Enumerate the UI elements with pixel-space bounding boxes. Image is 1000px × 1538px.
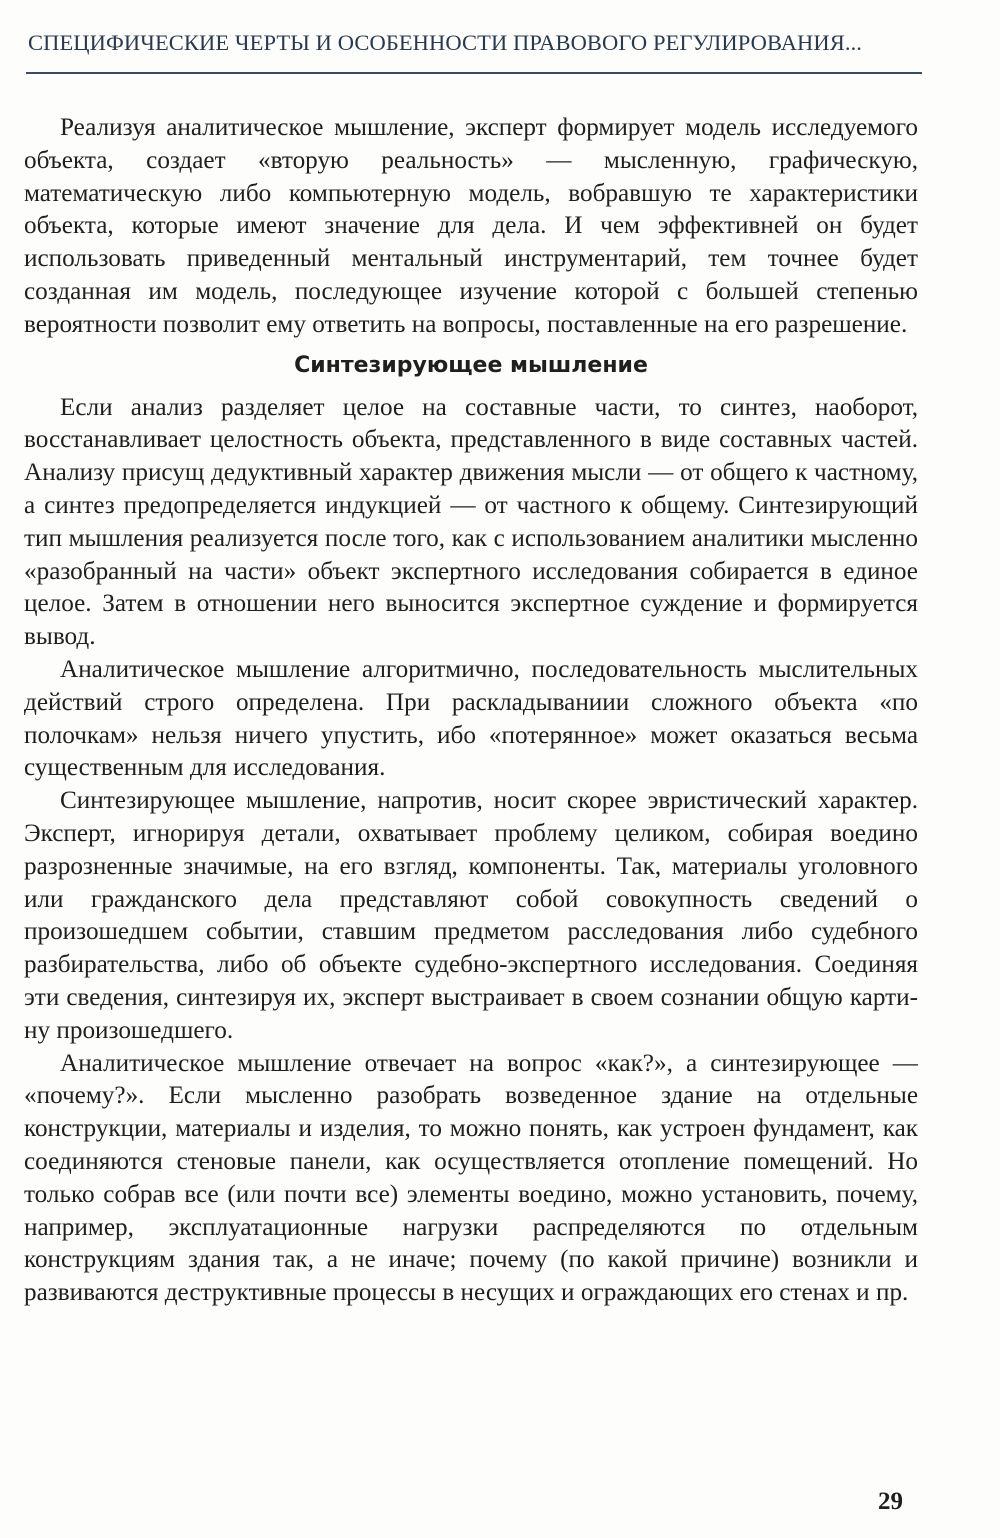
- paragraph: Если анализ разделяет целое на составные части, то синтез, наоборот, восстанавливает целостность объекта, представленного в виде составных частей. Анализу присущ дедуктивный характер движения мысли — от общего к частному, а синтез предопределяется индукцией — от частного к общему. Синтезирующий тип мышления реализуется после того, как с использованием аналитики мысленно «разобранный на части» объект экспертного исследования собирается в единое целое. Затем в отношении него выносится экспертное суждение и формируется вывод.: [24, 393, 918, 651]
- paragraph: Аналитическое мышление отвечает на вопрос «как?», а синтезирующее — «почему?». Если мысленно разобрать возведенное здание на отдельные конструкции, материалы и изделия, то можно понять, как устроен фундамент, как соединяются стеновые панели, как осуществляется отопление помещений. Но только собрав все (или почти все) элементы воедино, можно установить, почему, например, эксплуатационные нагрузки распределяются по отдельным конструкциям здания так, а не иначе; почему (по какой причине) возникли и развиваются деструктивные процессы в несущих и ограждающих его стенах и пр.: [24, 1049, 918, 1307]
- paragraph: Реализуя аналитическое мышление, эксперт формирует модель исследуемого объекта, создает «вторую реальность» — мысленную, графическую, математическую либо компьютерную модель, вобравшую те характеристики объекта, которые имеют значение для дела. И чем эффективней он будет использовать приведенный ментальный инструментарий, тем точнее будет созданная им модель, последующее изучение которой с большей степенью вероятности позволит ему ответить на вопросы, поставленные на его разрешение.: [24, 114, 918, 338]
- page-number: 29: [878, 1488, 903, 1515]
- paragraph: Аналитическое мышление алгоритмично, последовательность мыслительных действий строго определена. При раскладываниии сложного объекта «по полочкам» нельзя ничего упустить, ибо «потерянное» может оказаться весьма существенным для исследования.: [24, 655, 918, 782]
- section-heading: Синтезирующее мышление: [294, 352, 648, 378]
- running-head: СПЕЦИФИЧЕСКИЕ ЧЕРТЫ И ОСОБЕННОСТИ ПРАВОВОГО РЕГУЛИРОВАНИЯ...: [28, 30, 863, 55]
- body-text: [24, 112, 918, 1310]
- header-rule: [26, 72, 922, 74]
- paragraph: Синтезирующее мышление, напротив, носит скорее эвристический характер. Эксперт, игнорируя детали, охватывает проблему целиком, собирая воедино разрозненные значимые, на его взгляд, компоненты. Так, материалы уголовного или гражданского дела представляют собой совокупность сведений о произошедшем событии, ставшим предметом расследования либо судебного разбирательства, либо об объекте судебно-экспертного исследования. Соединяя эти сведения, синтезируя их, эксперт выстраивает в своем сознании общую картину произошедшего.: [24, 787, 918, 1044]
